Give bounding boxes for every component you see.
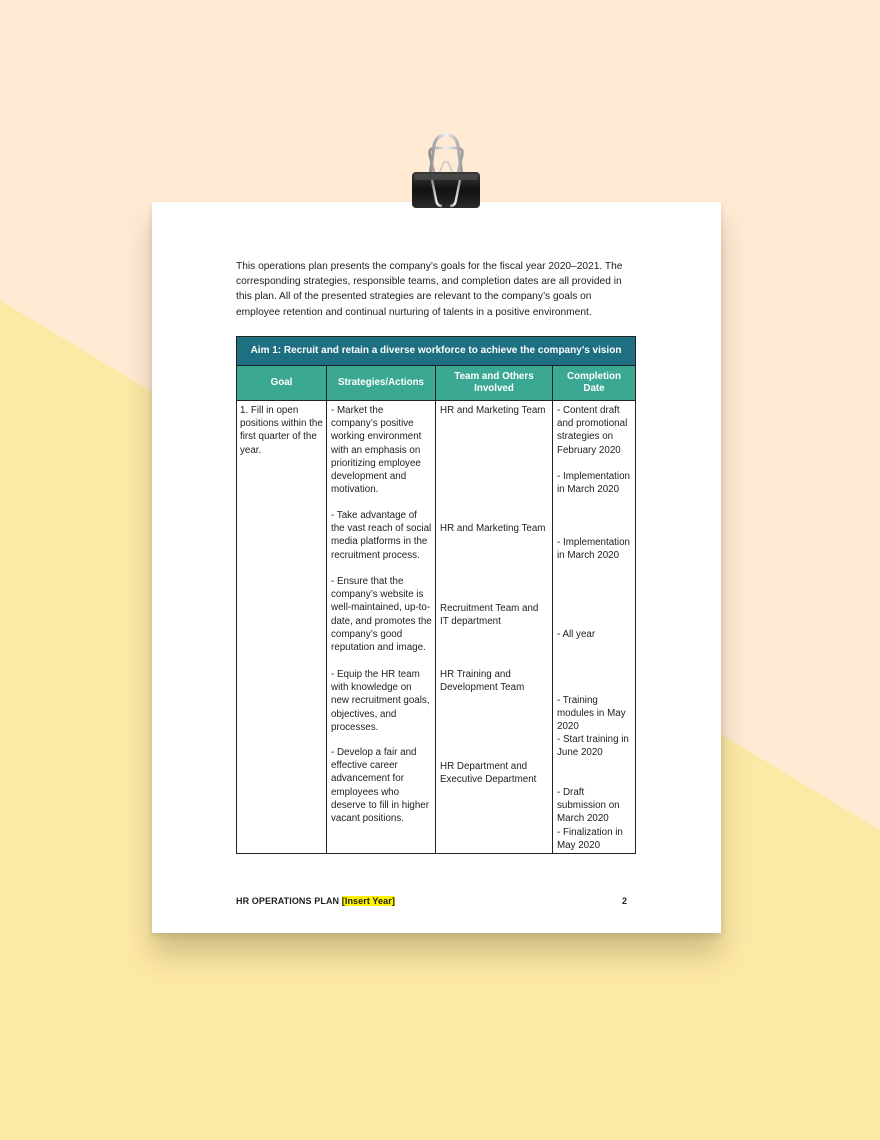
date-item: - Draft submission on March 2020 <box>557 787 620 825</box>
strategy-item: - Take advantage of the vast reach of social media platforms in the recruitment process. <box>331 510 432 561</box>
operations-plan-table <box>236 336 636 854</box>
strategy-item: - Develop a fair and effective career advancement for employees who deserve to fill in higher vacant positions. <box>331 747 430 825</box>
strategy-item: - Equip the HR team with knowledge on new recruitment goals, objectives, and processes. <box>331 669 430 733</box>
date-item: - Finalization in May 2020 <box>557 827 623 852</box>
completion-date-cell <box>553 401 636 854</box>
date-item: - Implementation in March 2020 <box>557 471 630 496</box>
footer-title-text: HR OPERATIONS PLAN <box>236 896 340 906</box>
date-item: - Start training in June 2020 <box>557 734 629 759</box>
binder-clip-icon <box>408 132 484 216</box>
team-item: HR and Marketing Team <box>440 523 546 534</box>
strategies-cell <box>327 401 436 854</box>
footer-year-placeholder: [Insert Year] <box>341 896 395 906</box>
date-item: - All year <box>557 629 596 640</box>
strategy-item: - Market the company’s positive working environment with an emphasis on prioritizing employee development and motivation. <box>331 405 422 496</box>
column-header-strategies: Strategies/Actions <box>327 366 436 401</box>
goal-text: 1. Fill in open positions within the first quarter of the year. <box>240 405 323 456</box>
date-item: - Implementation in March 2020 <box>557 537 630 562</box>
date-item: - Content draft and promotional strategies on February 2020 <box>557 405 628 456</box>
column-header-team: Team and Others Involved <box>436 366 553 401</box>
intro-paragraph: This operations plan presents the company’s goals for the fiscal year 2020–2021. The corresponding strategies, responsible teams, and completion dates are all provided in this plan. All of the presented strategies are relevant to the company’s goals on employee retention and continual nurturing of talents in a positive environment. <box>236 261 623 318</box>
footer-document-title <box>236 896 395 906</box>
goal-cell <box>237 401 327 854</box>
page-number: 2 <box>622 896 628 906</box>
column-header-completion-date: Completion Date <box>553 366 636 401</box>
team-cell <box>436 401 553 854</box>
aim-header: Aim 1: Recruit and retain a diverse workforce to achieve the company’s vision <box>237 337 636 366</box>
team-item: Recruitment Team and IT department <box>440 603 539 628</box>
column-header-goal: Goal <box>237 366 327 401</box>
date-item: - Training modules in May 2020 <box>557 695 626 733</box>
document-page <box>152 202 721 933</box>
table-row <box>237 401 636 854</box>
strategy-item: - Ensure that the company’s website is well-maintained, up-to-date, and promotes the company’s good reputation and image. <box>331 576 432 654</box>
team-item: HR and Marketing Team <box>440 405 546 416</box>
team-item: HR Department and Executive Department <box>440 761 537 786</box>
team-item: HR Training and Development Team <box>440 669 525 694</box>
